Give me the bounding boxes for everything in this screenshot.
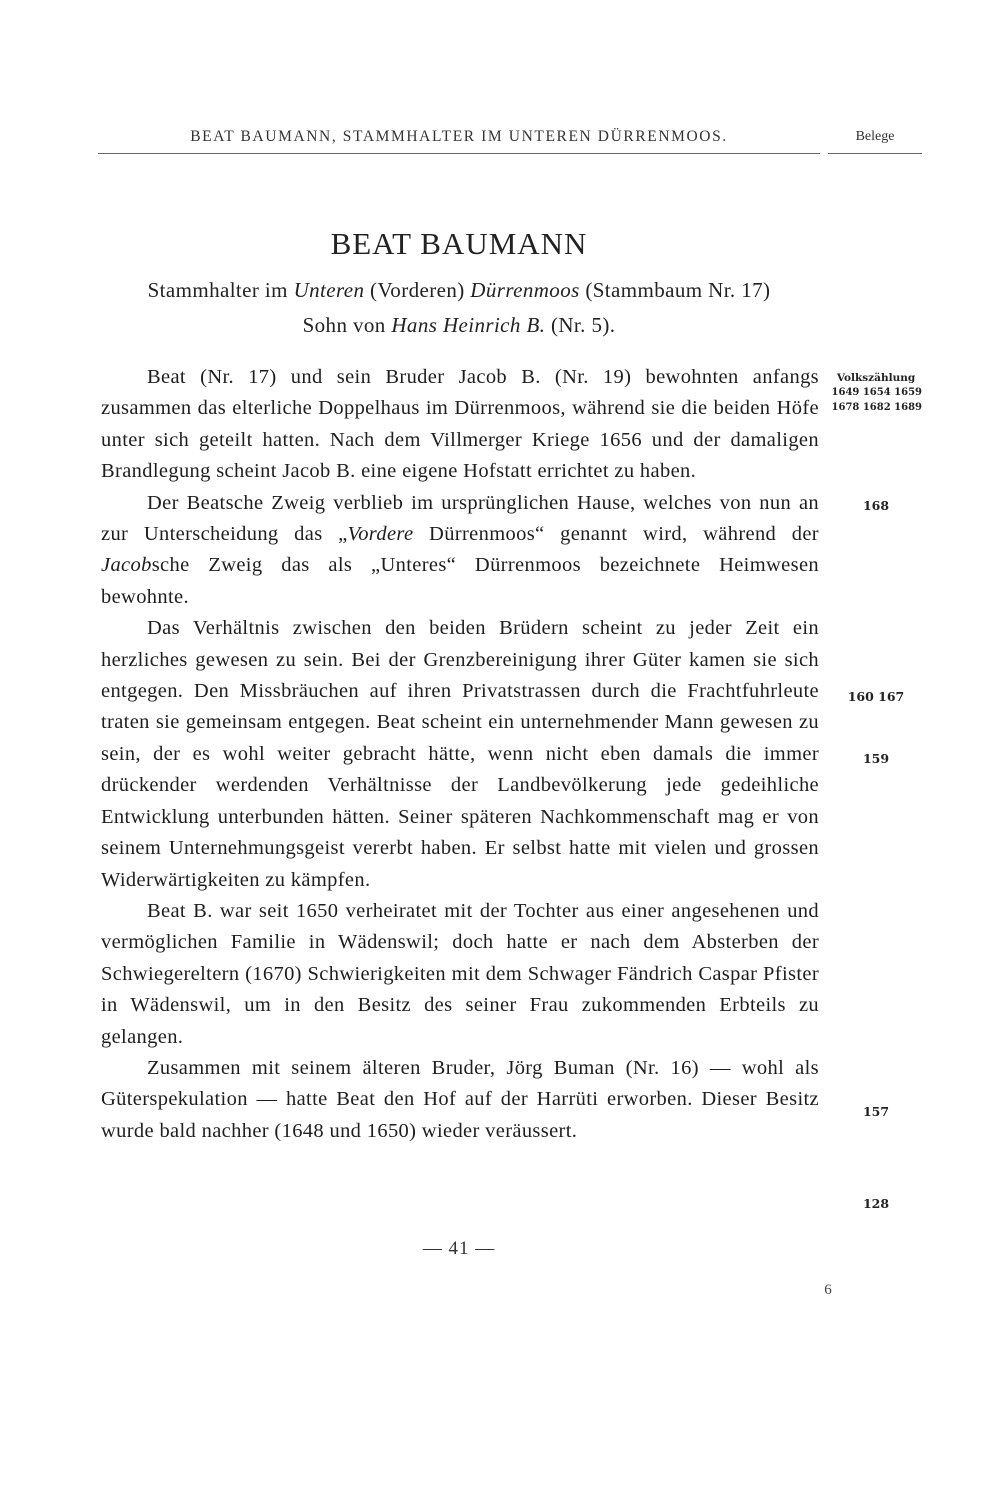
subtitle-italic: Hans Heinrich B. bbox=[391, 313, 546, 337]
paragraph-text: sche Zweig das als „Unteres“ Dürrenmoos bezeichnete Heimwesen bewohnte. bbox=[101, 554, 819, 608]
margin-note-census-years: 1649 1654 1659 bbox=[831, 387, 922, 398]
margin-note-ref: 159 bbox=[862, 751, 890, 766]
subtitle-text: (Vorderen) bbox=[364, 278, 471, 302]
page-number: — 41 — bbox=[422, 1238, 496, 1259]
margin-note-ref: 128 bbox=[862, 1196, 890, 1211]
paragraph-5: Zusammen mit seinem älteren Bruder, Jörg Buman (Nr. 16) — wohl als Güterspekulation — hatte Beat den Hof auf der Harrüti erworben. Dieser Besitz wurde bald nachher (1648 und 1650) wieder veräussert. bbox=[101, 1056, 819, 1142]
subtitle-text: (Stammbaum Nr. 17) bbox=[579, 278, 771, 302]
subtitle-text: (Nr. 5). bbox=[545, 313, 616, 337]
subtitle-line-2 bbox=[98, 313, 820, 338]
margin-note-ref: 157 bbox=[862, 1104, 890, 1119]
paragraph-2 bbox=[101, 488, 819, 614]
body-text bbox=[101, 362, 819, 1147]
margin-note-census-label: Volkszählung bbox=[836, 372, 916, 384]
running-title: BEAT BAUMANN, STAMMHALTER IM UNTEREN DÜRRENMOOS. bbox=[190, 128, 728, 145]
margin-note-ref: 160 167 bbox=[847, 689, 905, 704]
paragraph-italic: Vordere bbox=[347, 523, 414, 546]
paragraph-3: Das Verhältnis zwischen den beiden Brüdern scheint zu jeder Zeit ein herzliches gewesen zu sein. Bei der Grenzbereinigung ihrer Güter kamen sie sich entgegen. Den Missbräuchen auf ihren Privatstrassen durch die Frachtfuhrleute traten sie gemeinsam entgegen. Beat scheint ein unternehmender Mann gewesen zu sein, der es wohl weiter gebracht hätte, wenn nicht eben damals die immer drückender werdenden Verhältnisse der Landbevölkerung jede gedeihliche Entwicklung unterbunden hätten. Seiner späteren Nachkommenschaft mag er von seinem Unternehmungsgeist vererbt haben. Er selbst hatte mit vielen und grossen Widerwärtigkeiten zu kämpfen. bbox=[101, 617, 819, 891]
paragraph-text: Dürrenmoos“ genannt wird, während der bbox=[413, 523, 819, 546]
subtitle-text: Stammhalter im bbox=[147, 278, 294, 302]
subtitle-line-1 bbox=[98, 278, 820, 303]
subtitle-italic: Unteren bbox=[293, 278, 365, 302]
paragraph-1: Beat (Nr. 17) und sein Bruder Jacob B. (Nr. 19) bewohnten anfangs zusammen das elterliche Doppelhaus im Dürrenmoos, während sie die beiden Höfe unter sich geteilt hatten. Nach dem Villmerger Kriege 1656 und der damaligen Brandlegung scheint Jacob B. eine eigene Hofstatt errichtet zu haben. bbox=[101, 366, 819, 483]
margin-label: Belege bbox=[855, 129, 895, 144]
margin-note-census-years: 1678 1682 1689 bbox=[831, 402, 922, 413]
margin-note-ref: 168 bbox=[862, 498, 890, 513]
margin-header-rule bbox=[828, 153, 922, 154]
printer-signature-mark: 6 bbox=[824, 1282, 832, 1298]
paragraph-4: Beat B. war seit 1650 verheiratet mit der Tochter aus einer angesehenen und vermöglichen Familie in Wädenswil; doch hatte er nach dem Absterben der Schwiegereltern (1670) Schwierigkeiten mit dem Schwager Fändrich Caspar Pfister in Wädenswil, um in den Besitz des seiner Frau zukommenden Erbteils zu gelangen. bbox=[101, 899, 819, 1048]
paragraph-text: Der Beatsche Zweig verblieb im ursprünglichen Hause, welches von nun an zur Unterscheidung das „ bbox=[101, 491, 819, 546]
subtitle-text: Sohn von bbox=[302, 313, 392, 337]
header-rule bbox=[98, 153, 820, 154]
paragraph-italic: Jacob bbox=[101, 554, 152, 577]
chapter-title: BEAT BAUMANN bbox=[330, 226, 588, 261]
subtitle-italic: Dürrenmoos bbox=[470, 278, 580, 302]
